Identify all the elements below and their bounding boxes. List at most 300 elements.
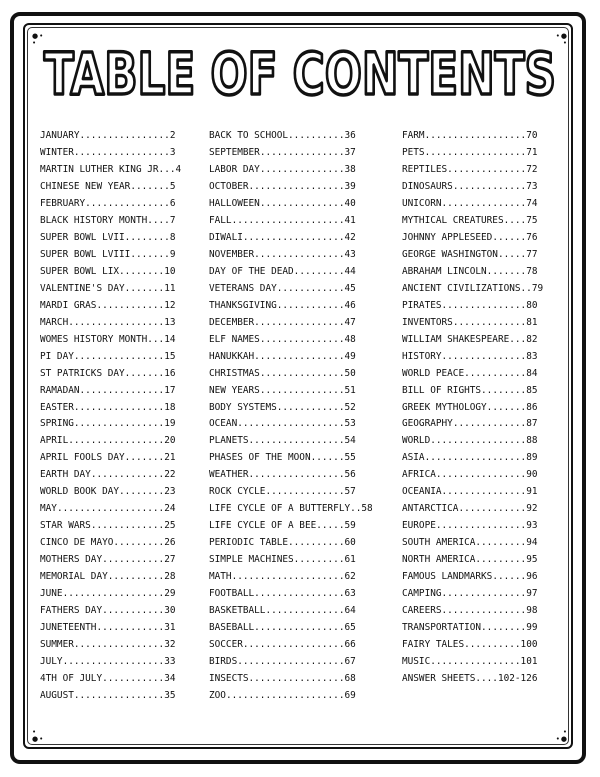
toc-entry-label: CHRISTMAS xyxy=(209,367,260,379)
toc-entry-page: 74 xyxy=(526,197,538,209)
toc-entry-leader: ........... xyxy=(102,673,165,684)
toc-entry-label: ANCIENT CIVILIZATIONS xyxy=(402,282,521,294)
toc-entry-leader: ............. xyxy=(452,418,527,430)
toc-entry-label: DECEMBER xyxy=(209,316,255,328)
toc-entry xyxy=(40,196,181,213)
toc-entry-leader: ............... xyxy=(259,367,345,379)
toc-entry-page: 83 xyxy=(526,350,538,362)
toc-entry-page: 6 xyxy=(169,197,176,209)
toc-entry-label: SEPTEMBER xyxy=(209,146,260,158)
toc-entry-label: BIRDS xyxy=(209,656,238,668)
toc-entry xyxy=(209,671,373,688)
toc-entry xyxy=(40,484,181,501)
corner-dots-bottom-right: • •● xyxy=(555,728,568,743)
toc-entry xyxy=(209,196,373,213)
toc-entry-page: 7 xyxy=(169,214,176,226)
toc-entry-leader: .................. xyxy=(424,146,527,158)
toc-entry-label: 4TH OF JULY xyxy=(40,673,103,684)
toc-entry-label: WILLIAM SHAKESPEARE xyxy=(402,333,510,345)
corner-dots-top-left: ●• • xyxy=(32,32,45,47)
toc-entry-page: 94 xyxy=(526,537,538,549)
toc-entry xyxy=(402,535,543,552)
toc-entry-label: MARTIN LUTHER KING JR. xyxy=(40,163,165,175)
toc-entry-label: PETS xyxy=(402,146,425,158)
toc-entry-label: BILL OF RIGHTS xyxy=(402,384,482,396)
toc-entry xyxy=(40,145,181,162)
toc-entry-page: 92 xyxy=(526,503,538,515)
toc-entry-leader: ..................... xyxy=(225,689,345,701)
toc-entry-page: 19 xyxy=(164,418,176,430)
toc-entry-page: 20 xyxy=(164,435,176,447)
toc-column-1 xyxy=(40,128,181,705)
toc-entry-label: ABRAHAM LINCOLN xyxy=(402,265,487,277)
toc-entry xyxy=(209,654,373,671)
toc-entry-label: INSECTS xyxy=(209,673,249,684)
corner-dots-top-right: •● • xyxy=(555,32,568,47)
toc-entry-leader: ........... xyxy=(102,554,165,566)
toc-entry-leader: ................ xyxy=(73,689,165,701)
toc-entry xyxy=(402,196,543,213)
toc-entry xyxy=(209,603,373,620)
toc-entry-label: ANTARCTICA xyxy=(402,503,459,515)
toc-entry-page: 22 xyxy=(164,469,176,481)
toc-entry-label: FEBRUARY xyxy=(40,197,86,209)
toc-entry-label: BLACK HISTORY MONTH xyxy=(40,214,148,226)
toc-entry-label: FOOTBALL xyxy=(209,588,255,600)
toc-entry-leader: .................... xyxy=(231,571,345,583)
corner-dots-bottom-left: • ●• xyxy=(32,728,45,743)
toc-entry xyxy=(209,637,373,654)
toc-entry-page: 65 xyxy=(344,622,356,634)
toc-entry-leader: ................. xyxy=(430,435,527,447)
toc-entry xyxy=(402,332,543,349)
toc-entry-leader: ........ xyxy=(481,622,527,634)
toc-entry-leader: .................. xyxy=(424,452,527,464)
toc-entry-label: PHASES OF THE MOON xyxy=(209,452,311,464)
toc-entry-label: PI DAY xyxy=(40,350,74,362)
toc-entry-page: 71 xyxy=(526,146,538,158)
toc-entry-label: DINOSAURS xyxy=(402,180,453,192)
toc-entry-leader: ................. xyxy=(73,146,170,158)
toc-entry-page: 34 xyxy=(164,673,176,684)
toc-entry-label: NOVEMBER xyxy=(209,248,255,260)
toc-entry-leader: ............ xyxy=(276,282,345,294)
toc-entry-page: 76 xyxy=(526,231,538,243)
toc-entry-leader: .................. xyxy=(62,656,165,668)
toc-entry-label: FAMOUS LANDMARKS xyxy=(402,571,493,583)
toc-entry xyxy=(402,501,543,518)
toc-entry-label: LIFE CYCLE OF A BUTTERFLY xyxy=(209,503,351,515)
toc-entry-page: 64 xyxy=(344,605,356,617)
toc-entry xyxy=(402,671,543,688)
toc-entry xyxy=(402,586,543,603)
toc-entry xyxy=(40,400,181,417)
toc-entry-leader: .......... xyxy=(464,639,521,651)
toc-entry-label: WOMES HISTORY MONTH xyxy=(40,333,148,345)
toc-entry xyxy=(40,230,181,247)
toc-entry xyxy=(40,349,181,366)
toc-entry-page: 5 xyxy=(169,180,176,192)
toc-entry-page: 67 xyxy=(344,656,356,668)
toc-entry-leader: ........... xyxy=(464,367,527,379)
toc-entry xyxy=(402,281,543,298)
toc-entry xyxy=(209,281,373,298)
toc-entry-label: FALL xyxy=(209,214,232,226)
toc-entry xyxy=(209,162,373,179)
toc-entry-label: NORTH AMERICA xyxy=(402,554,476,566)
toc-entry xyxy=(209,484,373,501)
toc-entry-page: 43 xyxy=(344,248,356,260)
toc-entry-label: DAY OF THE DEAD xyxy=(209,265,294,277)
toc-entry-label: NEW YEARS xyxy=(209,384,260,396)
toc-entry-page: 69 xyxy=(344,689,356,701)
toc-entry-leader: ......... xyxy=(113,537,165,549)
toc-entry-page: 31 xyxy=(164,622,176,634)
toc-entry-page: 90 xyxy=(526,469,538,481)
toc-entry-label: HANUKKAH xyxy=(209,350,255,362)
toc-entry xyxy=(402,552,543,569)
toc-entry-leader: ............... xyxy=(259,197,345,209)
toc-entry-leader: ............ xyxy=(276,299,345,311)
toc-entry-leader: ..... xyxy=(497,248,527,260)
toc-entry-leader: ................ xyxy=(430,656,521,668)
toc-entry-label: VALENTINE'S DAY xyxy=(40,282,125,294)
toc-entry-label: JOHNNY APPLESEED xyxy=(402,231,493,243)
toc-entry xyxy=(209,145,373,162)
toc-entry-label: ZOO xyxy=(209,689,226,701)
toc-entry-label: MATH xyxy=(209,571,232,583)
toc-entry-page: 53 xyxy=(344,418,356,430)
toc-entry-leader: ....... xyxy=(130,248,170,260)
toc-entry-label: JULY xyxy=(40,656,63,668)
toc-entry xyxy=(40,620,181,637)
toc-entry-label: SOUTH AMERICA xyxy=(402,537,476,549)
toc-entry-leader: ................... xyxy=(237,418,345,430)
toc-entry-leader: ............... xyxy=(259,384,345,396)
toc-entry-page: 91 xyxy=(526,486,538,498)
toc-entry xyxy=(402,603,543,620)
toc-entry xyxy=(40,162,181,179)
toc-entry xyxy=(402,213,543,230)
toc-entry-leader: ........ xyxy=(119,486,165,498)
toc-entry-label: WEATHER xyxy=(209,469,249,481)
toc-entry xyxy=(402,349,543,366)
toc-entry-leader: ................ xyxy=(73,350,165,362)
toc-entry-page: 30 xyxy=(164,605,176,617)
toc-entry-label: HALLOWEEN xyxy=(209,197,260,209)
toc-entry-page: 66 xyxy=(344,639,356,651)
toc-entry-label: STAR WARS xyxy=(40,520,91,532)
toc-entry-leader: ................ xyxy=(254,350,345,362)
toc-entry-leader: ........... xyxy=(102,605,165,617)
toc-entry-leader: .......... xyxy=(288,537,345,549)
toc-entry-page: 48 xyxy=(344,333,356,345)
toc-entry xyxy=(40,603,181,620)
toc-entry-page: 13 xyxy=(164,316,176,328)
toc-entry xyxy=(40,688,181,705)
toc-entry-label: CAREERS xyxy=(402,605,442,617)
toc-entry-page: 54 xyxy=(344,435,356,447)
toc-entry-label: WORLD BOOK DAY xyxy=(40,486,120,498)
toc-entry xyxy=(209,586,373,603)
toc-entry xyxy=(40,298,181,315)
toc-entry-leader: ...... xyxy=(492,231,527,243)
toc-entry-page: 75 xyxy=(526,214,538,226)
toc-entry-leader: ................. xyxy=(248,469,345,481)
toc-entry xyxy=(40,450,181,467)
toc-entry-page: 12 xyxy=(164,299,176,311)
toc-entry-label: EARTH DAY xyxy=(40,469,91,481)
toc-entry-leader: ....... xyxy=(130,180,170,192)
toc-entry-leader: .. xyxy=(350,503,362,515)
toc-entry-label: JUNETEENTH xyxy=(40,622,97,634)
toc-entry-leader: .. xyxy=(520,282,532,294)
toc-entry-leader: ............... xyxy=(79,384,165,396)
toc-entry xyxy=(402,450,543,467)
toc-entry-label: VETERANS DAY xyxy=(209,282,277,294)
toc-entry xyxy=(209,518,373,535)
toc-entry xyxy=(40,366,181,383)
toc-entry-label: LIFE CYCLE OF A BEE xyxy=(209,520,317,532)
toc-entry-page: 49 xyxy=(344,350,356,362)
toc-entry-leader: ....... xyxy=(124,367,165,379)
toc-entry-label: PIRATES xyxy=(402,299,442,311)
toc-entry xyxy=(209,501,373,518)
toc-entry xyxy=(40,671,181,688)
toc-entry xyxy=(402,247,543,264)
toc-entry-leader: ................... xyxy=(56,503,165,515)
toc-entry-label: ROCK CYCLE xyxy=(209,486,266,498)
toc-entry-leader: ............. xyxy=(452,180,527,192)
toc-entry-label: MUSIC xyxy=(402,656,431,668)
toc-entry-page: 63 xyxy=(344,588,356,600)
toc-entry-page: 86 xyxy=(526,401,538,413)
toc-entry-leader: ...... xyxy=(492,571,527,583)
toc-entry-label: OCEAN xyxy=(209,418,238,430)
toc-entry-page: 18 xyxy=(164,401,176,413)
toc-entry xyxy=(209,366,373,383)
toc-entry xyxy=(402,400,543,417)
toc-entry-page: 78 xyxy=(526,265,538,277)
toc-entry xyxy=(209,467,373,484)
toc-entry-label: SUPER BOWL LVII xyxy=(40,231,125,243)
toc-entry xyxy=(402,518,543,535)
toc-entry-page: 70 xyxy=(526,130,538,141)
toc-entry xyxy=(40,383,181,400)
toc-entry-page: 23 xyxy=(164,486,176,498)
toc-entry-leader: ................. xyxy=(248,180,345,192)
toc-entry-leader: ............ xyxy=(96,622,165,634)
toc-entry xyxy=(402,569,543,586)
toc-entry-label: CHINESE NEW YEAR xyxy=(40,180,131,192)
toc-entry xyxy=(402,128,543,145)
toc-entry xyxy=(402,484,543,501)
toc-entry-page: 62 xyxy=(344,571,356,583)
toc-entry xyxy=(402,433,543,450)
toc-entry-label: BODY SYSTEMS xyxy=(209,401,277,413)
toc-entry-label: SUPER BOWL LIX xyxy=(40,265,120,277)
toc-entry-leader: ................ xyxy=(73,639,165,651)
toc-entry-leader: ................. xyxy=(248,435,345,447)
toc-entry-label: MARCH xyxy=(40,316,69,328)
toc-entry-leader: ............... xyxy=(441,197,527,209)
toc-entry xyxy=(209,298,373,315)
toc-entry-label: BASKETBALL xyxy=(209,605,266,617)
toc-entry-page: 60 xyxy=(344,537,356,549)
toc-entry-page: 45 xyxy=(344,282,356,294)
toc-entry-leader: ................. xyxy=(68,435,165,447)
toc-entry-page: 9 xyxy=(169,248,176,260)
toc-column-2 xyxy=(209,128,373,705)
toc-entry-page: 21 xyxy=(164,452,176,464)
toc-entry-leader: .... xyxy=(503,214,527,226)
toc-entry xyxy=(209,383,373,400)
toc-entry-page: 17 xyxy=(164,384,176,396)
toc-entry-leader: ................ xyxy=(73,401,165,413)
toc-entry-page: 37 xyxy=(344,146,356,158)
toc-entry xyxy=(209,315,373,332)
toc-entry-leader: ...... xyxy=(310,452,345,464)
toc-entry-leader: .... xyxy=(147,214,170,226)
toc-entry-label: CAMPING xyxy=(402,588,442,600)
toc-entry-label: WORLD xyxy=(402,435,431,447)
toc-entry-label: GEOGRAPHY xyxy=(402,418,453,430)
toc-entry xyxy=(402,467,543,484)
toc-entry-leader: ................ xyxy=(79,130,170,141)
toc-entry-leader: .......... xyxy=(288,130,345,141)
toc-entry xyxy=(40,315,181,332)
toc-entry-label: MARDI GRAS xyxy=(40,299,97,311)
toc-entry xyxy=(40,433,181,450)
toc-entry-label: SOCCER xyxy=(209,639,243,651)
toc-entry xyxy=(209,332,373,349)
toc-column-3 xyxy=(402,128,543,688)
toc-entry xyxy=(40,416,181,433)
toc-entry-label: THANKSGIVING xyxy=(209,299,277,311)
toc-entry xyxy=(209,349,373,366)
toc-entry-page: 97 xyxy=(526,588,538,600)
toc-entry-leader: ....... xyxy=(486,401,527,413)
toc-entry-page: 95 xyxy=(526,554,538,566)
toc-entry-label: MOTHERS DAY xyxy=(40,554,103,566)
toc-entry-label: EUROPE xyxy=(402,520,436,532)
toc-entry-label: FARM xyxy=(402,130,425,141)
toc-entry-page: 93 xyxy=(526,520,538,532)
toc-entry-label: AFRICA xyxy=(402,469,436,481)
toc-entry-leader: ............ xyxy=(96,299,165,311)
toc-entry-label: WORLD PEACE xyxy=(402,367,465,379)
toc-entry-page: 82 xyxy=(526,333,538,345)
toc-entry-page: 2 xyxy=(169,130,176,141)
toc-entry-label: ST PATRICKS DAY xyxy=(40,367,125,379)
toc-entry-page: 29 xyxy=(164,588,176,600)
toc-entry-page: 72 xyxy=(526,163,538,175)
toc-entry-page: 41 xyxy=(344,214,356,226)
toc-entry xyxy=(209,416,373,433)
toc-entry xyxy=(402,366,543,383)
toc-entry xyxy=(40,213,181,230)
toc-entry-leader: ................ xyxy=(254,622,345,634)
toc-entry-leader: ............... xyxy=(441,588,527,600)
toc-entry xyxy=(209,535,373,552)
toc-entry-page: 26 xyxy=(164,537,176,549)
toc-entry-label: UNICORN xyxy=(402,197,442,209)
toc-entry-page: 68 xyxy=(344,673,356,684)
toc-entry xyxy=(209,688,373,705)
toc-entry xyxy=(40,637,181,654)
toc-entry-page: 58 xyxy=(361,503,373,515)
toc-entry xyxy=(209,128,373,145)
toc-entry-page: 50 xyxy=(344,367,356,379)
toc-entry-page: 32 xyxy=(164,639,176,651)
toc-entry xyxy=(209,450,373,467)
toc-entry-label: ANSWER SHEETS xyxy=(402,673,476,684)
toc-entry xyxy=(209,230,373,247)
toc-entry-label: AUGUST xyxy=(40,689,74,701)
toc-entry-label: APRIL xyxy=(40,435,69,447)
toc-entry-page: 35 xyxy=(164,689,176,701)
toc-entry-page: 77 xyxy=(526,248,538,260)
toc-entry-leader: ............... xyxy=(441,299,527,311)
toc-entry-leader: ................... xyxy=(237,656,345,668)
toc-entry-label: DIWALI xyxy=(209,231,243,243)
toc-entry-page: 57 xyxy=(344,486,356,498)
toc-entry xyxy=(209,213,373,230)
toc-entry xyxy=(209,569,373,586)
toc-entry-leader: ....... xyxy=(124,282,165,294)
toc-entry-leader: ............. xyxy=(90,469,165,481)
toc-entry xyxy=(40,654,181,671)
toc-entry xyxy=(40,586,181,603)
toc-entry-label: APRIL FOOLS DAY xyxy=(40,452,125,464)
toc-entry-leader: ................ xyxy=(435,520,527,532)
toc-entry-page: 8 xyxy=(169,231,176,243)
toc-entry xyxy=(402,145,543,162)
toc-entry-leader: ................ xyxy=(435,469,527,481)
toc-entry-page: 89 xyxy=(526,452,538,464)
toc-entry-leader: ................ xyxy=(254,588,345,600)
toc-entry-leader: ................ xyxy=(254,316,345,328)
toc-entry-label: EASTER xyxy=(40,401,74,413)
toc-entry-leader: ............... xyxy=(441,486,527,498)
toc-entry-page: 102-126 xyxy=(497,673,538,684)
toc-entry-leader: ................. xyxy=(68,316,165,328)
toc-entry-leader: .................... xyxy=(231,214,345,226)
toc-entry-page: 3 xyxy=(169,146,176,158)
toc-entry-leader: ............. xyxy=(90,520,165,532)
toc-entry-page: 79 xyxy=(531,282,544,294)
toc-entry xyxy=(402,179,543,196)
toc-entry-leader: ........ xyxy=(119,265,165,277)
toc-entry xyxy=(40,535,181,552)
toc-entry xyxy=(40,569,181,586)
toc-entry-page: 101 xyxy=(520,656,538,668)
toc-entry-page: 39 xyxy=(344,180,356,192)
toc-entry-page: 44 xyxy=(344,265,356,277)
toc-entry-leader: ........ xyxy=(481,384,527,396)
toc-entry-page: 47 xyxy=(344,316,356,328)
toc-entry-label: TRANSPORTATION xyxy=(402,622,482,634)
toc-entry-leader: .................. xyxy=(62,588,165,600)
toc-entry-leader: ....... xyxy=(124,452,165,464)
toc-entry-page: 42 xyxy=(344,231,356,243)
toc-entry-page: 27 xyxy=(164,554,176,566)
toc-entry xyxy=(40,128,181,145)
toc-entry-page: 84 xyxy=(526,367,538,379)
toc-entry-page: 85 xyxy=(526,384,538,396)
toc-entry-leader: ............... xyxy=(259,163,345,175)
toc-entry-page: 33 xyxy=(164,656,176,668)
